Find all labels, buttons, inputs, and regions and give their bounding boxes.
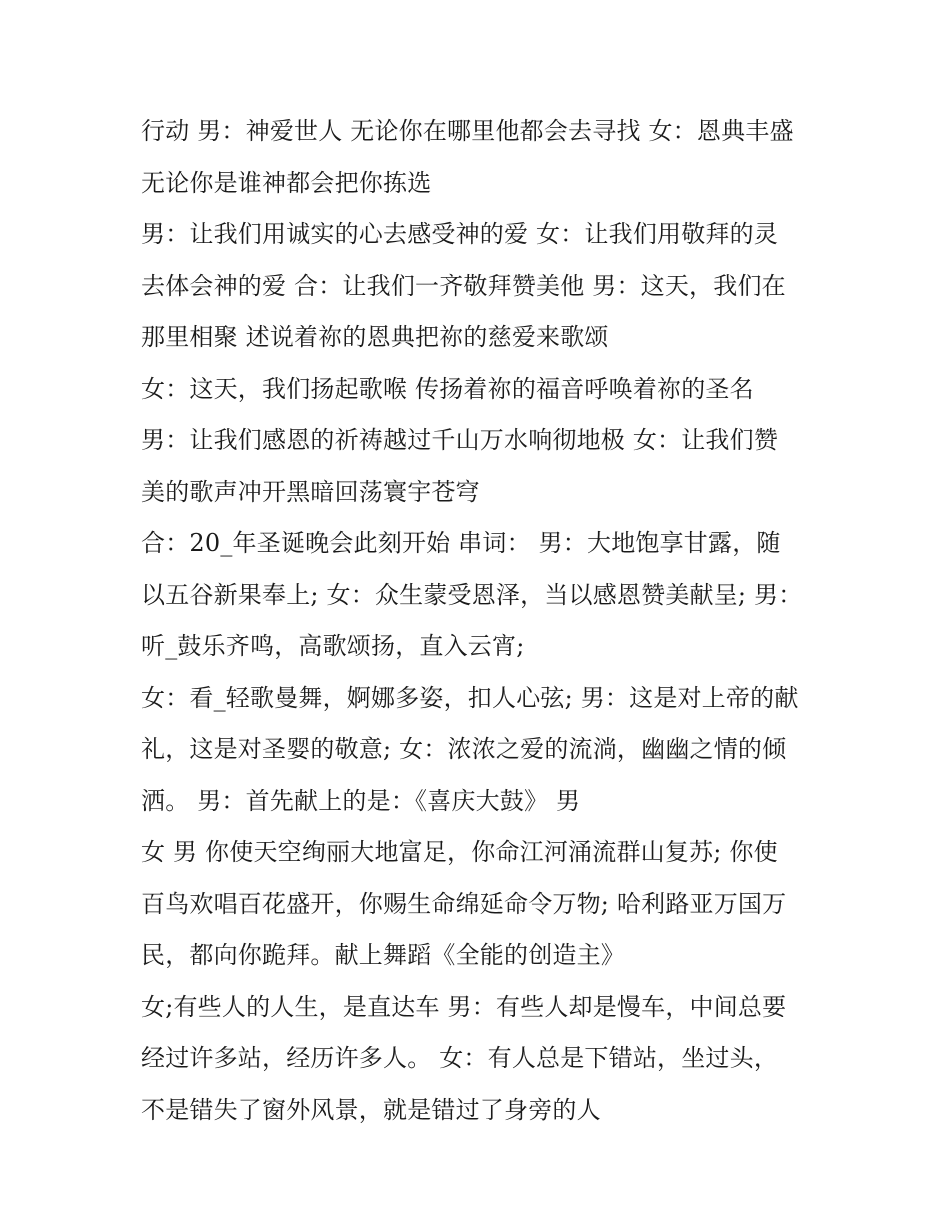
text-line: 女;有些人的人生，是直达车 男：有些人却是慢车，中间总要 [141, 992, 787, 1021]
text-line: 经过许多站，经历许多人。 女：有人总是下错站，坐过头， [141, 1044, 779, 1072]
text-line: 女 男 你使天空绚丽大地富足，你命江河涌流群山复苏; 你使 [141, 838, 778, 866]
text-line: 行动 男：神爱世人 无论你在哪里他都会去寻找 女：恩典丰盛 [141, 117, 794, 145]
text-line: 以五谷新果奉上; 女：众生蒙受恩泽，当以感恩赞美献呈; 男： [141, 580, 803, 609]
text-line: 听_鼓乐齐鸣，高歌颂扬，直入云宵; [141, 632, 525, 660]
text-line: 合：20_年圣诞晚会此刻开始 串词： 男：大地饱享甘露，随 [141, 529, 781, 557]
text-line: 无论你是谁神都会把你拣选 [141, 168, 432, 197]
text-line: 洒。 男：首先献上的是：《喜庆大鼓》 男 [141, 786, 581, 815]
text-line: 女：看_轻歌曼舞，婀娜多姿，扣人心弦; 男：这是对上帝的献 [141, 683, 799, 712]
text-line: 民，都向你跪拜。献上舞蹈《全能的创造主》 [141, 941, 625, 969]
text-line: 那里相聚 述说着祢的恩典把祢的慈爱来歌颂 [141, 323, 609, 351]
text-line: 男：让我们感恩的祈祷越过千山万水响彻地极 女：让我们赞 [141, 426, 779, 454]
text-line: 美的歌声冲开黑暗回荡寰宇苍穹 [141, 477, 480, 506]
text-line: 礼，这是对圣婴的敬意; 女：浓浓之爱的流淌，幽幽之情的倾 [141, 735, 787, 763]
script-text-block [141, 106, 821, 1136]
text-line: 女：这天，我们扬起歌喉 传扬着祢的福音呼唤着祢的圣名 [141, 374, 754, 403]
text-line: 不是错失了窗外风景，就是错过了身旁的人 [141, 1095, 601, 1124]
text-line: 男：让我们用诚实的心去感受神的爱 女：让我们用敬拜的灵 [141, 220, 779, 248]
text-line: 百鸟欢唱百花盛开，你赐生命绵延命令万物; 哈利路亚万国万 [141, 889, 787, 918]
text-line: 去体会神的爱 合：让我们一齐敬拜赞美他 男：这天，我们在 [141, 271, 786, 300]
